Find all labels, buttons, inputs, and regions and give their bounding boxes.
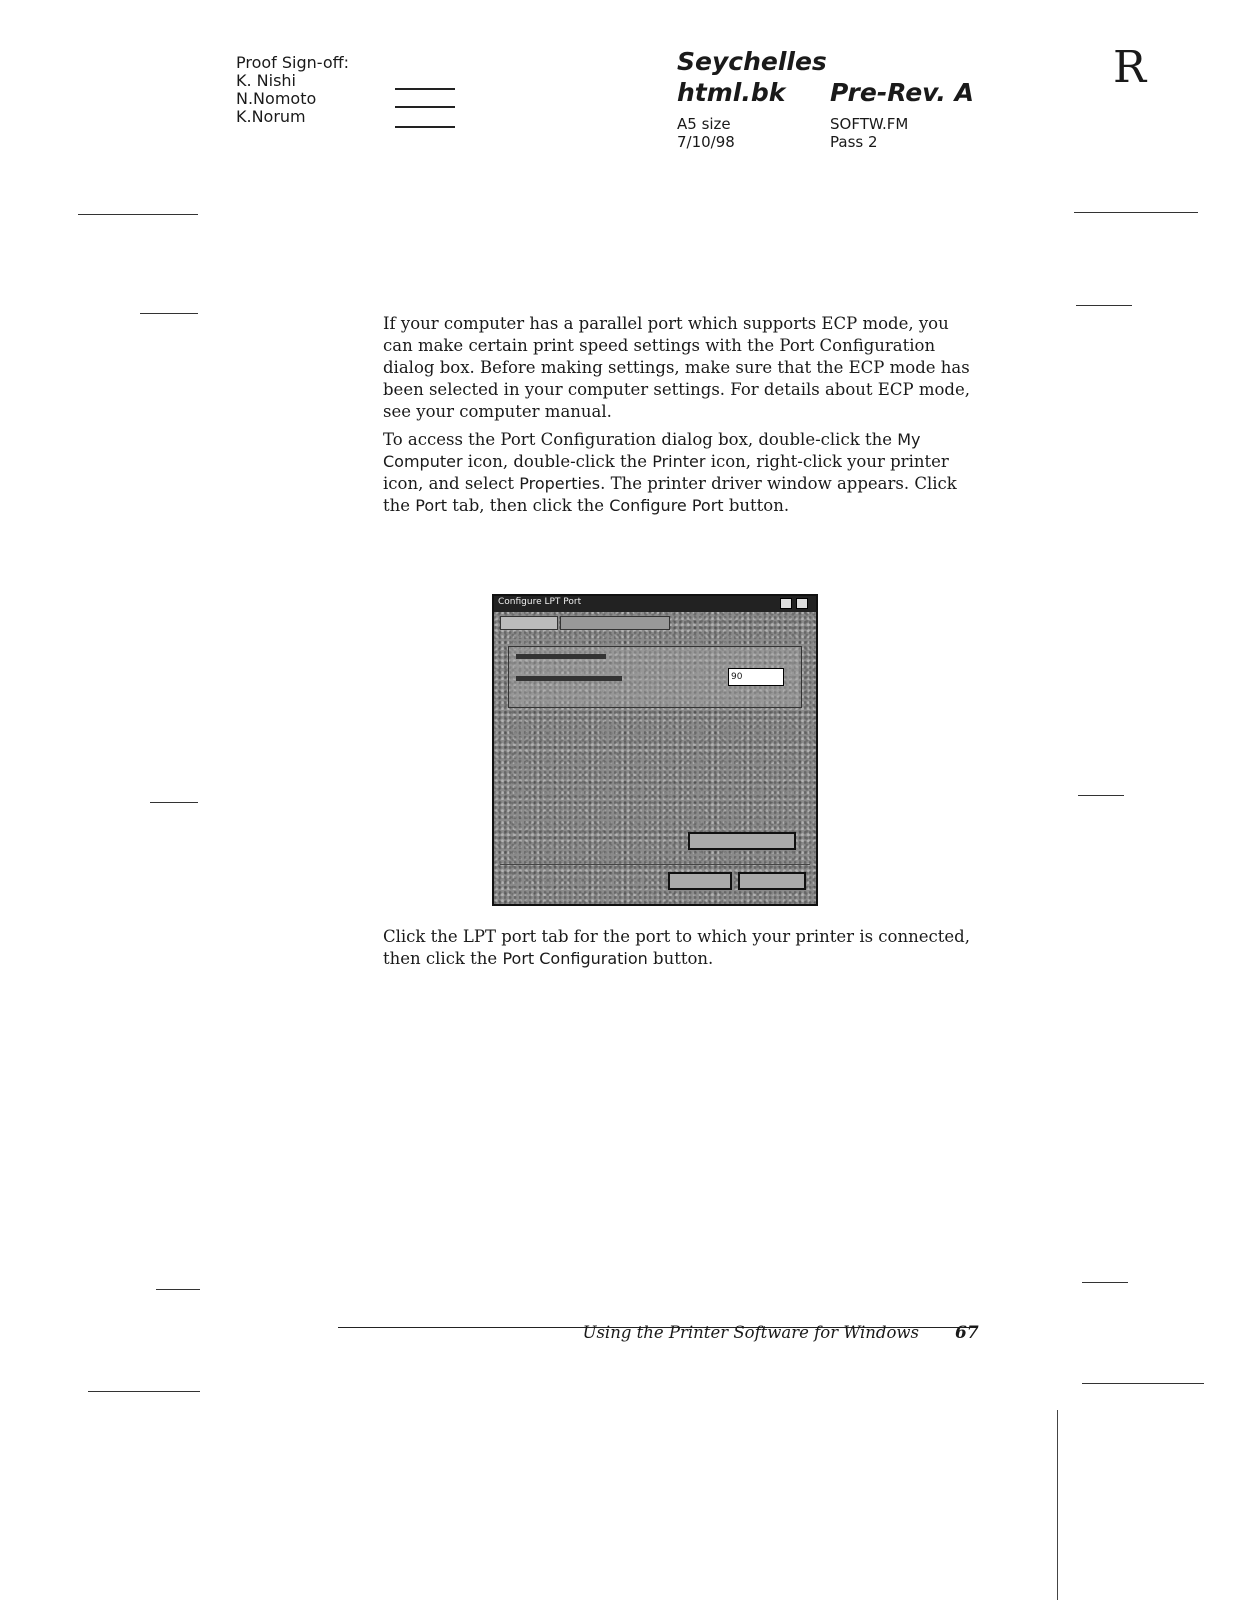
margin-rule-right-3 bbox=[1078, 795, 1124, 796]
proof-name-3: K.Norum bbox=[236, 107, 306, 126]
margin-rule-left-1 bbox=[78, 214, 198, 215]
signature-line-1 bbox=[395, 88, 455, 90]
help-icon bbox=[780, 598, 792, 609]
ui-term-printer: Printer bbox=[652, 452, 706, 471]
proof-heading: Proof Sign-off: bbox=[236, 53, 350, 72]
page-size: A5 size bbox=[677, 115, 731, 133]
ui-term-port: Port bbox=[415, 496, 447, 515]
margin-rule-right-4 bbox=[1082, 1282, 1128, 1283]
doc-date: 7/10/98 bbox=[677, 133, 735, 151]
ok-button bbox=[668, 872, 732, 890]
body-paragraph-3 bbox=[383, 926, 983, 970]
margin-rule-right-2 bbox=[1076, 305, 1132, 306]
body-paragraph-2 bbox=[383, 429, 983, 517]
ui-term-port-configuration: Port Configuration bbox=[502, 949, 648, 968]
margin-rule-right-1 bbox=[1074, 212, 1198, 213]
proof-signoff bbox=[236, 54, 349, 126]
proof-name-1: K. Nishi bbox=[236, 71, 296, 90]
book-title: html.bk bbox=[677, 78, 786, 107]
binding-line bbox=[1057, 1410, 1058, 1600]
file-name: SOFTW.FM bbox=[830, 115, 909, 133]
margin-rule-left-4 bbox=[156, 1289, 200, 1290]
text-run: button. bbox=[647, 949, 714, 968]
signature-line-3 bbox=[395, 126, 455, 128]
text-run: tab, then click the bbox=[447, 496, 610, 515]
footer-section-title: Using the Printer Software for Windows bbox=[582, 1323, 919, 1342]
dialog-separator bbox=[500, 864, 810, 865]
text-run: icon, right-click your printer icon, and select bbox=[383, 452, 949, 493]
close-icon bbox=[796, 598, 808, 609]
text-run: icon, double-click the bbox=[462, 452, 653, 471]
text-run: To access the Port Configuration dialog box, double-click the bbox=[383, 430, 898, 449]
proof-name-2: N.Nomoto bbox=[236, 89, 317, 108]
dialog-field-label bbox=[516, 676, 622, 681]
pass-number: Pass 2 bbox=[830, 133, 878, 151]
ui-term-configure-port: Configure Port bbox=[609, 496, 724, 515]
dialog-value-input: 90 bbox=[728, 668, 784, 686]
ui-term-properties: Properties bbox=[519, 474, 601, 493]
text-run: Click the LPT port tab for the port to which your printer is connected, then click the bbox=[383, 927, 970, 968]
dialog-tab-2 bbox=[560, 616, 670, 630]
margin-rule-left-2 bbox=[140, 313, 198, 314]
ui-term-my-computer: My Computer bbox=[383, 430, 921, 471]
dialog-title: Configure LPT Port bbox=[498, 597, 582, 607]
text-run: button. bbox=[723, 496, 790, 515]
paragraph-text: If your computer has a parallel port which supports ECP mode, you can make certain print speed settings with the Port Configuration dialog box. Before making settings, make sure that the ECP mode has been selected in your computer settings. For details about ECP mode, see your computer manual. bbox=[383, 314, 970, 421]
signature-line-2 bbox=[395, 106, 455, 108]
dialog-tab-1 bbox=[500, 616, 558, 630]
margin-rule-right-5 bbox=[1082, 1383, 1204, 1384]
page-number: 67 bbox=[955, 1323, 979, 1343]
text-run: . The printer driver window appears. Click the bbox=[383, 474, 957, 515]
margin-rule-left-3 bbox=[150, 802, 198, 803]
configure-port-dialog-figure bbox=[492, 594, 818, 906]
project-title: Seychelles bbox=[677, 47, 827, 76]
corner-mark: R bbox=[1113, 42, 1147, 93]
version-information-button bbox=[688, 832, 796, 850]
margin-rule-left-5 bbox=[88, 1391, 200, 1392]
revision-title: Pre-Rev. A bbox=[830, 78, 974, 107]
body-paragraph-1 bbox=[383, 313, 983, 423]
dialog-group-label bbox=[516, 654, 606, 659]
cancel-button bbox=[738, 872, 806, 890]
